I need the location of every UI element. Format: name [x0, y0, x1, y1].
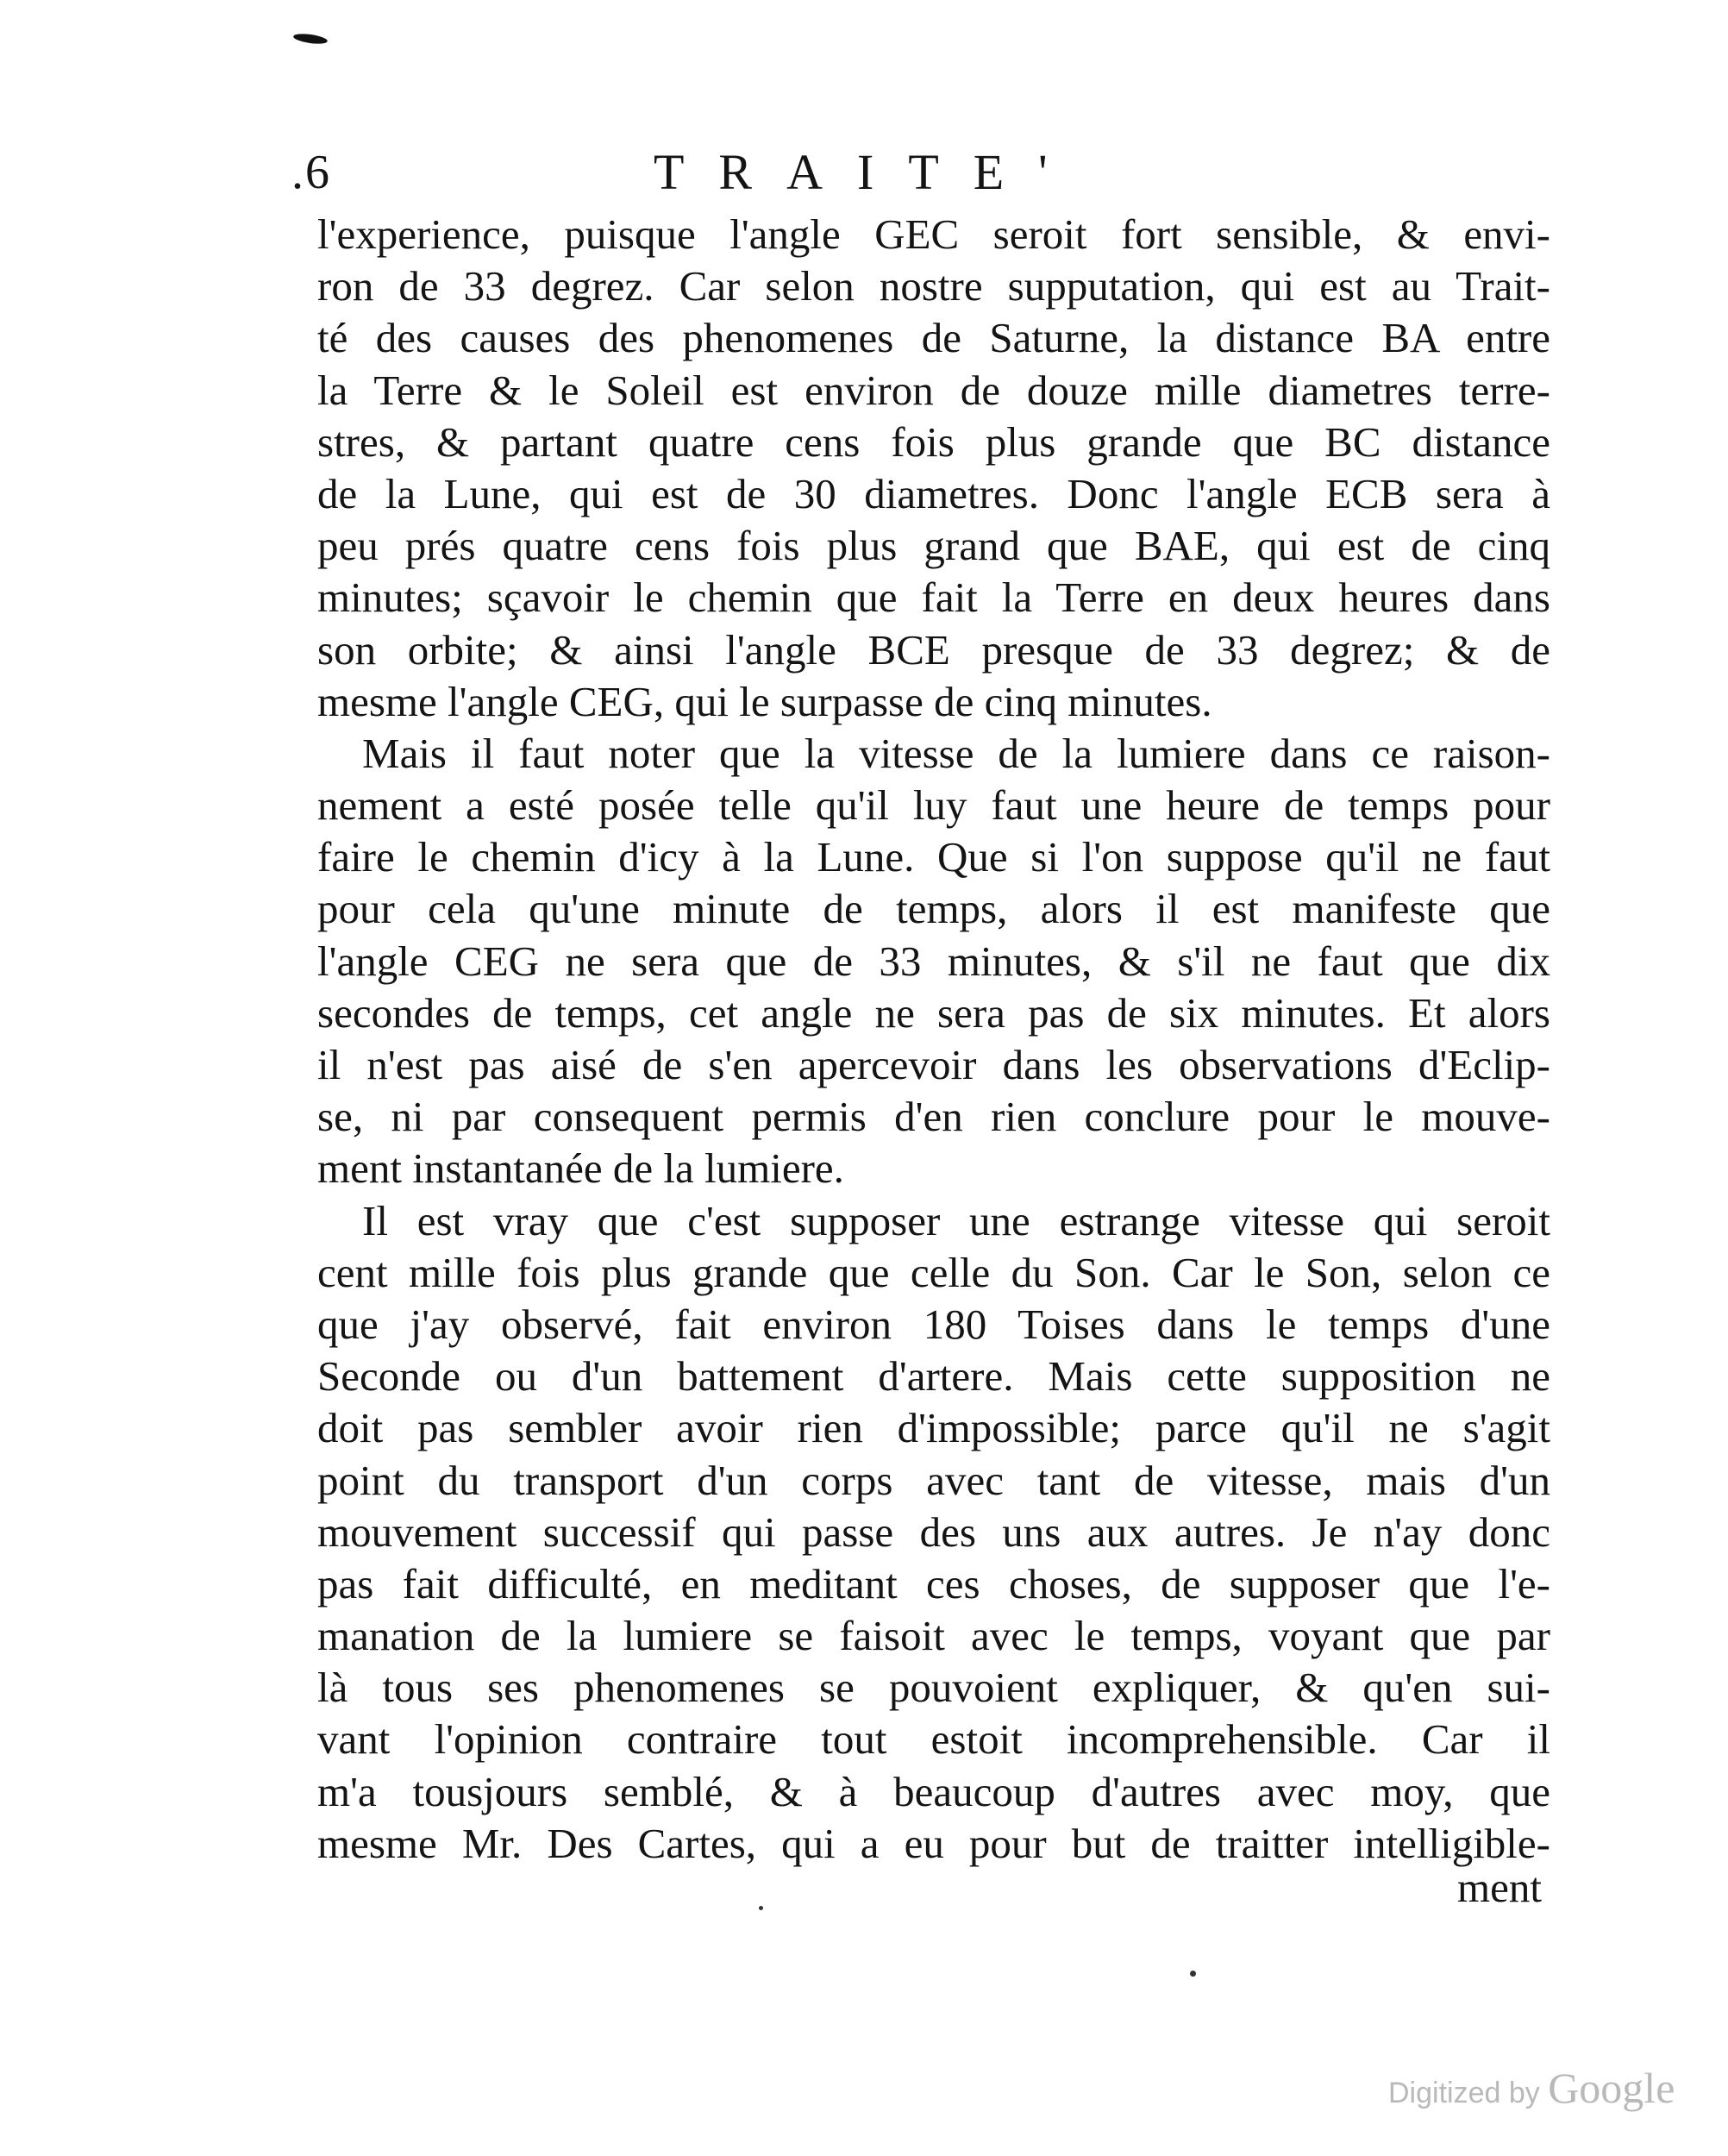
ink-mark — [292, 32, 328, 45]
text-line: la Terre & le Soleil est environ de douze mille diametres terre- — [317, 366, 1550, 414]
text-line: ron de 33 degrez. Car selon nostre supputation, qui est au Trait- — [317, 262, 1550, 310]
text-line: m'a tousjours semblé, & à beaucoup d'autres avec moy, que — [317, 1767, 1550, 1815]
text-line: pour cela qu'une minute de temps, alors il est manifeste que — [317, 885, 1550, 933]
text-line: cent mille fois plus grande que celle du Son. Car le Son, selon ce — [317, 1248, 1550, 1296]
text-line: il n'est pas aisé de s'en apercevoir dans les observations d'Eclip- — [317, 1041, 1550, 1088]
text-line: minutes; sçavoir le chemin que fait la Terre en deux heures dans — [317, 573, 1550, 622]
text-line: peu prés quatre cens fois plus grand que BAE, qui est de cinq — [317, 522, 1550, 570]
text-line: mesme l'angle CEG, qui le surpasse de cinq minutes. — [317, 677, 1212, 725]
text-line: de la Lune, qui est de 30 diametres. Donc l'angle ECB sera à — [317, 469, 1550, 517]
text-line: l'experience, puisque l'angle GEC seroit fort sensible, & envi- — [317, 210, 1550, 258]
running-head — [291, 138, 1550, 207]
text-line: stres, & partant quatre cens fois plus grande que BC distance — [317, 417, 1550, 466]
paragraph-start-line: Il est vray que c'est supposer une estrange vitesse qui seroit — [362, 1196, 1550, 1244]
watermark-prefix: Digitized by — [1388, 2077, 1540, 2109]
text-line: se, ni par consequent permis d'en rien conclure pour le mouve- — [317, 1093, 1550, 1141]
text-line: ment instantanée de la lumiere. — [317, 1144, 844, 1193]
text-line: mouvement successif qui passe des uns aux autres. Je n'ay donc — [317, 1507, 1550, 1556]
text-line: que j'ay observé, fait environ 180 Toises dans le temps d'une — [317, 1300, 1550, 1348]
text-line: pas fait difficulté, en meditant ces choses, de supposer que l'e- — [317, 1559, 1550, 1608]
ink-speck — [759, 1906, 763, 1910]
text-line: là tous ses phenomenes se pouvoient expliquer, & qu'en sui- — [317, 1664, 1550, 1712]
text-line: secondes de temps, cet angle ne sera pas de six minutes. Et alors — [317, 988, 1550, 1037]
digitization-watermark — [1388, 2063, 1675, 2113]
text-line: l'angle CEG ne sera que de 33 minutes, & s'il ne faut que dix — [317, 937, 1550, 985]
text-line: point du transport d'un corps avec tant de vitesse, mais d'un — [317, 1456, 1550, 1504]
text-line: faire le chemin d'icy à la Lune. Que si l'on suppose qu'il ne faut — [317, 833, 1550, 881]
running-title: TRAITE' — [654, 144, 1082, 200]
text-line: mesme Mr. Des Cartes, qui a eu pour but de traitter intelligible- — [317, 1819, 1550, 1867]
text-line: té des causes des phenomenes de Saturne, la distance BA entre — [317, 314, 1550, 362]
text-line: nement a esté posée telle qu'il luy faut une heure de temps pour — [317, 781, 1550, 830]
catchword: ment — [1457, 1864, 1542, 1911]
paragraph-start-line: Mais il faut noter que la vitesse de la lumiere dans ce raison- — [362, 729, 1550, 777]
text-line: manation de la lumiere se faisoit avec le temps, voyant que par — [317, 1612, 1550, 1660]
text-line: doit pas sembler avoir rien d'impossible; parce qu'il ne s'agit — [317, 1404, 1550, 1452]
text-line: Seconde ou d'un battement d'artere. Mais cette supposition ne — [317, 1352, 1550, 1401]
text-line: vant l'opinion contraire tout estoit incomprehensible. Car il — [317, 1715, 1550, 1764]
text-line: son orbite; & ainsi l'angle BCE presque de 33 degrez; & de — [317, 625, 1550, 674]
page-number: .6 — [291, 146, 331, 199]
body-text — [317, 209, 1550, 1870]
watermark-brand: Google — [1548, 2064, 1675, 2112]
ink-speck — [1190, 1971, 1196, 1977]
